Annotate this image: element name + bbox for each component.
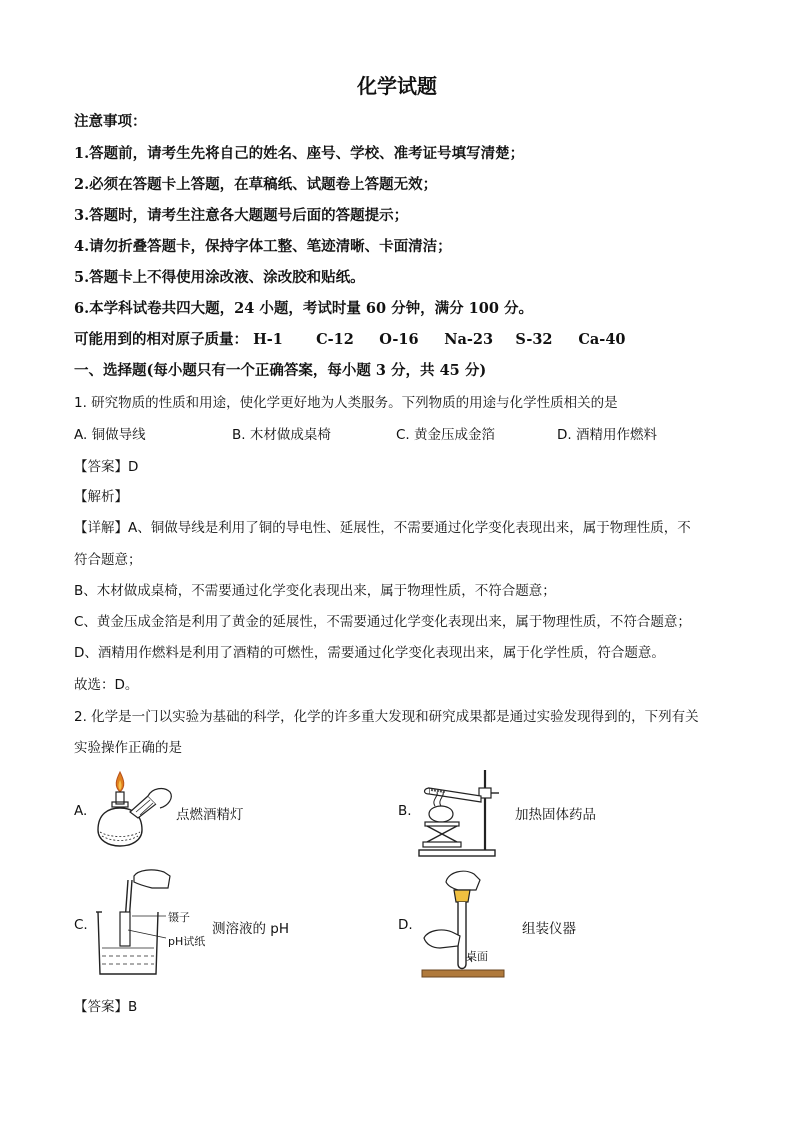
q1-option-b: B. 木材做成桌椅 [232, 427, 331, 443]
q1-detail-a-cont: 符合题意； [74, 552, 142, 568]
atomic-mass-c: C-12 [316, 331, 354, 348]
q2-option-b-label: 加热固体药品 [515, 807, 596, 823]
atomic-mass-na: Na-23 [444, 331, 494, 348]
notice-item-1: 1.答题前，请考生先将自己的姓名、座号、学校、准考证号填写清楚； [74, 145, 525, 162]
notice-item-5: 5.答题卡上不得使用涂改液、涂改胶和贴纸。 [74, 269, 365, 286]
q2-option-c-letter: C. [74, 917, 88, 933]
notice-heading: 注意事项： [74, 113, 147, 130]
q2-option-d-letter: D. [398, 917, 413, 933]
q1-detail-d: D、酒精用作燃料是利用了酒精的可燃性，需要通过化学变化表现出来，属于化学性质，符合题意。 [74, 645, 665, 661]
q1-analysis: 【解析】 [74, 489, 128, 505]
q2-stem-line2: 实验操作正确的是 [74, 740, 182, 756]
atomic-mass-o: O-16 [379, 331, 419, 348]
notice-item-3: 3.答题时，请考生注意各大题题号后面的答题提示； [74, 207, 409, 224]
atomic-mass-ca: Ca-40 [578, 331, 626, 348]
q1-detail-a: 【详解】A、铜做导线是利用了铜的导电性、延展性，不需要通过化学变化表现出来，属于物理性质，不 [74, 520, 691, 536]
assemble-apparatus-figure [418, 866, 508, 982]
notice-item-6: 6.本学科试卷共四大题，24 小题，考试时量 60 分钟，满分 100 分。 [74, 300, 533, 317]
notice-item-4: 4.请勿折叠答题卡，保持字体工整、笔迹清晰、卡面清洁； [74, 238, 452, 255]
atomic-mass-label: 可能用到的相对原子质量： [74, 331, 248, 348]
q2-option-c-tag-ph-paper: pH试纸 [168, 935, 206, 948]
q1-detail-c: C、黄金压成金箔是利用了黄金的延展性，不需要通过化学变化表现出来，属于物理性质，不符合题意； [74, 614, 691, 630]
q1-option-c: C. 黄金压成金箔 [396, 427, 496, 443]
alcohol-lamp-lighting-figure [90, 768, 180, 853]
q1-option-a: A. 铜做导线 [74, 427, 146, 443]
notice-item-2: 2.必须在答题卡上答题，在草稿纸、试题卷上答题无效； [74, 176, 438, 193]
section-heading: 一、选择题(每小题只有一个正确答案，每小题 3 分，共 45 分) [74, 362, 487, 379]
page-title: 化学试题 [357, 74, 437, 98]
q2-option-d-tag-desk: 桌面 [466, 950, 488, 963]
q1-stem: 1. 研究物质的性质和用途，使化学更好地为人类服务。下列物质的用途与化学性质相关的是 [74, 395, 618, 411]
q2-option-c-label: 测溶液的 pH [212, 921, 290, 937]
q2-option-c-tag-tweezers: 镊子 [168, 911, 190, 924]
heating-solid-figure [415, 766, 505, 858]
q1-detail-b: B、木材做成桌椅，不需要通过化学变化表现出来，属于物理性质，不符合题意； [74, 583, 556, 599]
q1-option-d: D. 酒精用作燃料 [557, 427, 657, 443]
q2-option-a-letter: A. [74, 803, 88, 819]
q2-option-a-label: 点燃酒精灯 [176, 807, 244, 823]
atomic-mass-s: S-32 [515, 331, 553, 348]
q2-answer: 【答案】B [74, 999, 138, 1015]
atomic-mass-row [74, 328, 626, 349]
ph-test-figure [94, 866, 174, 978]
atomic-mass-h: H-1 [253, 331, 283, 348]
q1-conclusion: 故选：D。 [74, 677, 139, 693]
q2-option-d-label: 组装仪器 [522, 921, 576, 937]
q2-option-b-letter: B. [398, 803, 412, 819]
q1-answer: 【答案】D [74, 459, 139, 475]
q2-stem-line1: 2. 化学是一门以实验为基础的科学，化学的许多重大发现和研究成果都是通过实验发现得到的，下列有关 [74, 709, 699, 725]
